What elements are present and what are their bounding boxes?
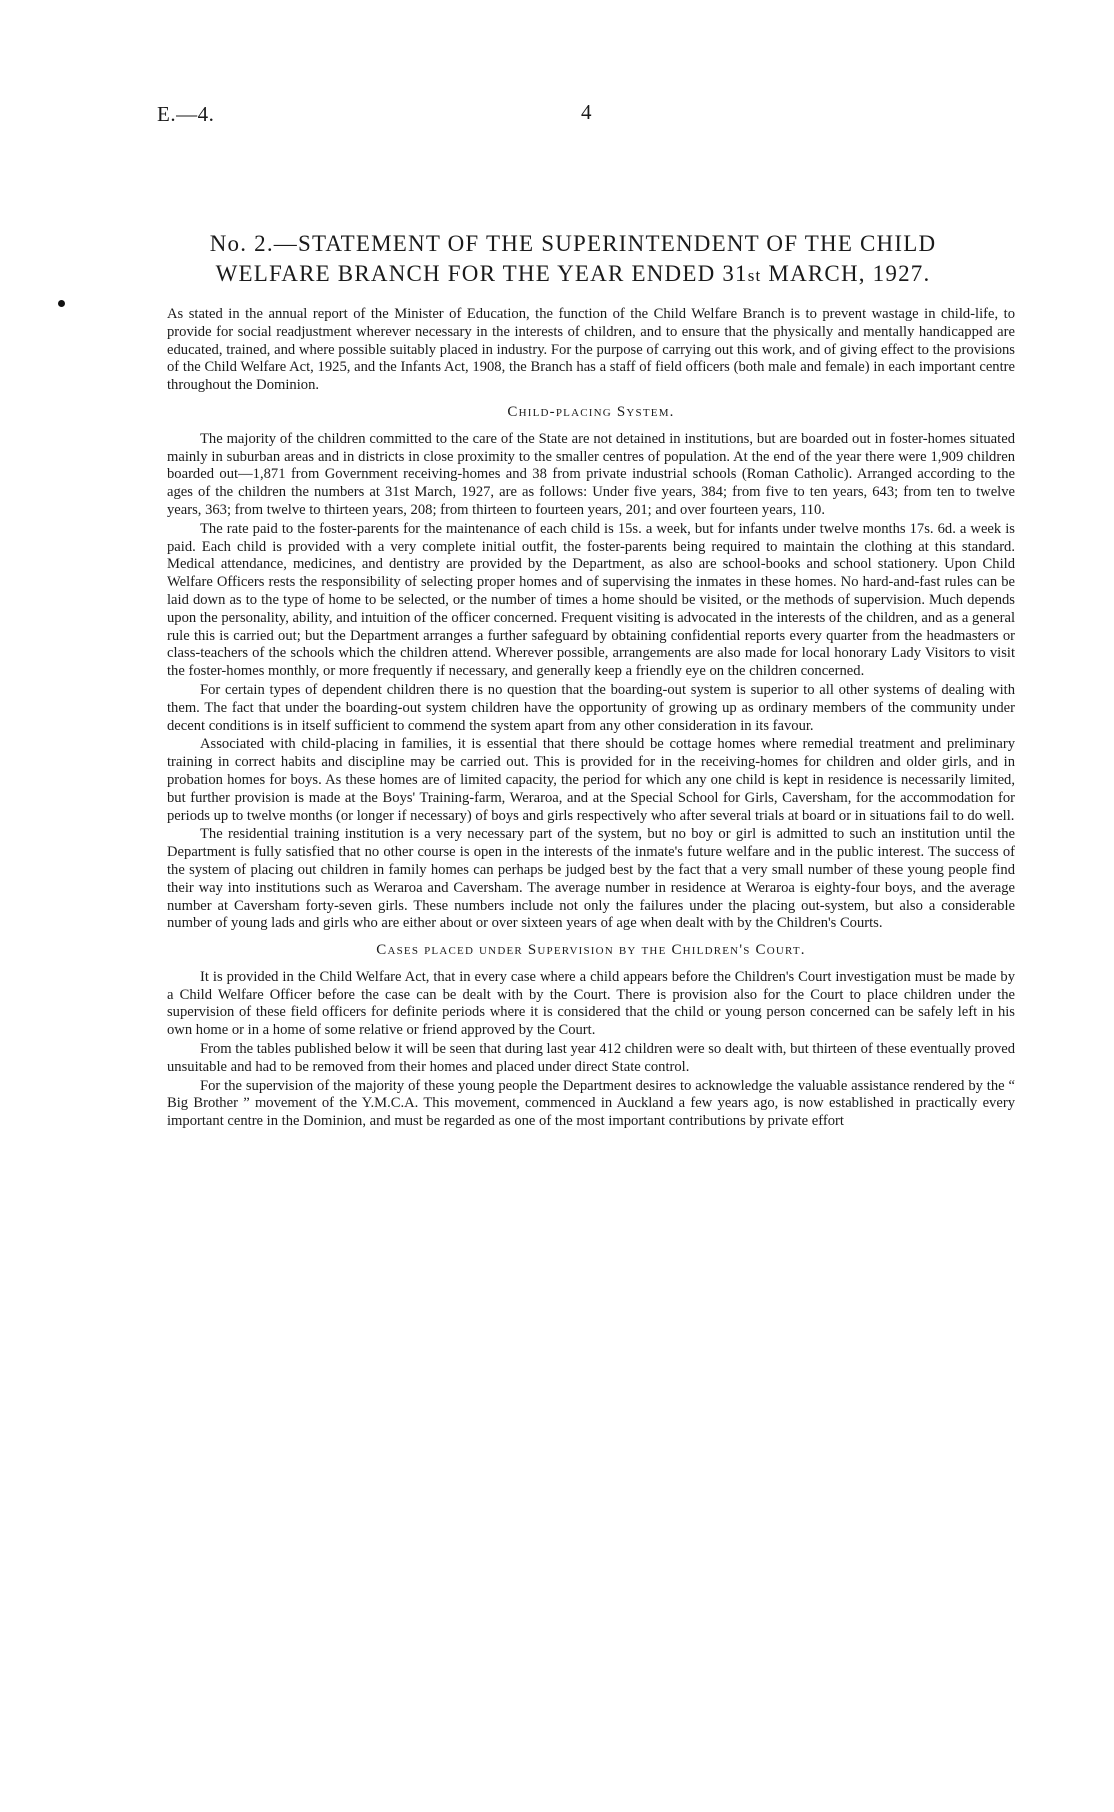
paragraph: From the tables published below it will be seen that during last year 412 children were so dealt with, but thirteen of these eventually proved unsuitable and had to be removed from their homes and placed under direct State control.: [167, 1041, 1016, 1075]
document-body: [167, 306, 1015, 1132]
title-line-1: No. 2.—STATEMENT OF THE SUPERINTENDENT OF THE CHILD: [209, 231, 937, 256]
paragraph: The rate paid to the foster-parents for the maintenance of each child is 15s. a week, but for infants under twelve months 17s. 6d. a week is paid. Each child is provided with a very complete initial outfit, the foster-parents being required to maintain the clothing at this standard. Medical attendance, medicines, and dentistry are provided by the Department, as also are school-books and school stationery. Upon Child Welfare Officers rests the responsibility of selecting proper homes and of supervising the inmates in these homes. No hard-and-fast rules can be laid down as to the type of home to be selected, or the number of times a home should be visited, or the methods of supervision. Much depends upon the personality, ability, and intuition of the officer concerned. Frequent visiting is advocated in the interests of the children, and as a general rule this is carried out; but the Department arranges a further safeguard by obtaining confidential reports every quarter from the headmasters or class-teachers of the schools which the children attend. Wherever possible, arrangements are also made for local honorary Lady Visitors to visit the foster-homes monthly, or more frequently if necessary, and generally keep a friendly eye on the children concerned.: [167, 520, 1015, 680]
paragraph: The majority of the children committed to the care of the State are not detained in institutions, but are boarded out in foster-homes situated mainly in suburban areas and in districts in close proximity to the smaller centres of population. At the end of the year there were 1,909 children boarded out—1,871 from Government receiving-homes and 38 from private industrial schools (Roman Catholic). Arranged according to the ages of the children the numbers at 31st March, 1927, are as follows: Under five years, 384; from five to ten years, 643; from ten to twelve years, 363; from twelve to thirteen years, 208; from thirteen to fourteen years, 201; and over fourteen years, 110.: [167, 430, 1015, 518]
margin-dot-mark: [58, 300, 65, 307]
paragraph: For certain types of dependent children there is no question that the boarding-out system is superior to all other systems of dealing with them. The fact that under the boarding-out system children have the opportunity of growing up as ordinary members of the community under decent conditions is in itself sufficient to commend the system apart from any other consideration in its favour.: [167, 681, 1015, 734]
paragraph: It is provided in the Child Welfare Act, that in every case where a child appears before the Children's Court investigation must be made by a Child Welfare Officer before the case can be dealt with by the Court. There is provision also for the Court to place children under the supervision of these field officers for definite periods where it is considered that the child or young person concerned can be safely left in his own home or in a home of some relative or friend approved by the Court.: [167, 968, 1015, 1039]
section-heading-supervision: Cases placed under Supervision by the Children's Court.: [376, 942, 806, 959]
section-heading-child-placing: Child-placing System.: [507, 403, 675, 420]
paragraph: Associated with child-placing in families, it is essential that there should be cottage homes where remedial treatment and preliminary training in correct habits and discipline may be carried out. This is provided for in the receiving-homes for children and older girls, and in probation homes for boys. As these homes are of limited capacity, the period for which any one child is kept in residence is necessarily limited, but further provision is made at the Boys' Training-farm, Weraroa, and at the Special School for Girls, Caversham, for the accommodation for periods up to twelve months (or longer if necessary) of boys and girls respectively who after several trials at board or in situations fail to do well.: [167, 736, 1015, 824]
title-superscript: st: [747, 266, 762, 285]
paragraph: For the supervision of the majority of these young people the Department desires to acknowledge the valuable assistance rendered by the “ Big Brother ” movement of the Y.M.C.A. This movement, commenced in Auckland a few years ago, is now established in practically every important centre in the Dominion, and must be regarded as one of the most important contributions by private effort: [167, 1077, 1015, 1130]
paragraph: The residential training institution is a very necessary part of the system, but no boy or girl is admitted to such an institution until the Department is fully satisfied that no other course is open in the interests of the inmate's future welfare and in the public interest. The success of the system of placing out children in family homes can perhaps be judged best by the fact that a very small number of these young people find their way into institutions such as Weraroa and Caversham. The average number in residence at Weraroa is eighty-four boys, and the average number at Caversham forty-seven girls. These numbers include not only the failures under the placing out-system, but also a considerable number of young lads and girls who are either about or over sixteen years of age when dealt with by the Children's Courts.: [167, 826, 1015, 932]
title-line-2: WELFARE BRANCH FOR THE YEAR ENDED 31: [215, 261, 748, 286]
document-title: [150, 229, 996, 291]
title-line-2-end: MARCH, 1927.: [761, 261, 931, 286]
intro-paragraph: As stated in the annual report of the Minister of Education, the function of the Child Welfare Branch is to prevent wastage in child-life, to provide for social readjustment wherever necessary in the interests of children, and to ensure that the physically and mentally handicapped are educated, trained, and where possible suitably placed in industry. For the purpose of carrying out this work, and of giving effect to the provisions of the Child Welfare Act, 1925, and the Infants Act, 1908, the Branch has a staff of field officers (both male and female) in each important centre throughout the Dominion.: [167, 306, 1015, 394]
page-number: 4: [581, 100, 592, 124]
page-reference: E.—4.: [157, 102, 215, 126]
